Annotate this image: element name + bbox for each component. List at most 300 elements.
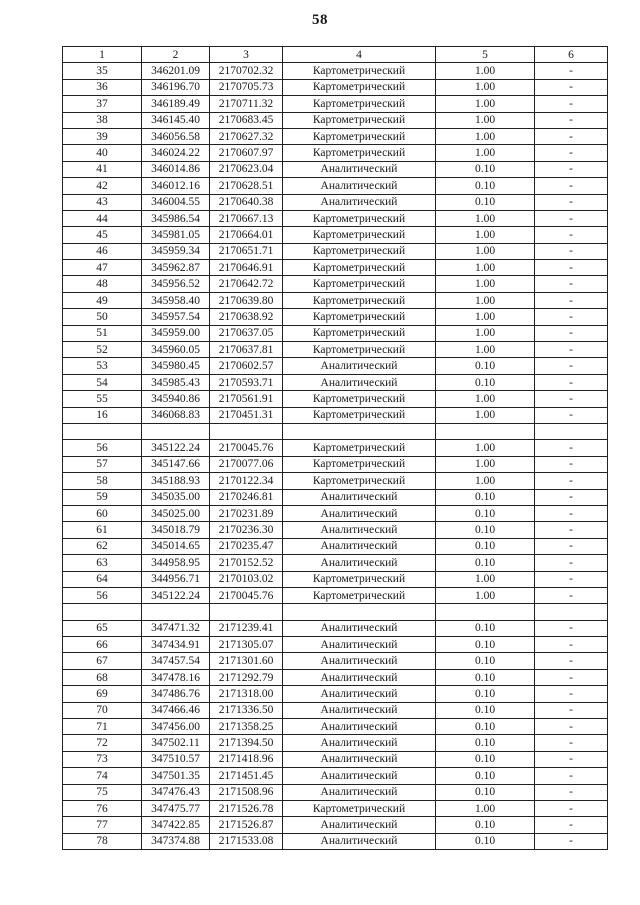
table-cell: - [535, 751, 608, 767]
table-cell: 38 [63, 112, 142, 128]
table-cell: 48 [63, 276, 142, 292]
table-cell: 2170667.13 [210, 210, 283, 226]
table-row [63, 456, 608, 472]
table-cell: 0.10 [436, 374, 535, 390]
table-row [63, 227, 608, 243]
table-cell: 2170627.32 [210, 128, 283, 144]
table-cell: 346068.83 [142, 407, 210, 423]
table-cell: 0.10 [436, 735, 535, 751]
table-cell: Аналитический [283, 768, 436, 784]
table-cell: 2170103.02 [210, 571, 283, 587]
table-cell [535, 423, 608, 439]
table-cell: Аналитический [283, 637, 436, 653]
table-cell: 2171292.79 [210, 669, 283, 685]
table-cell: 49 [63, 292, 142, 308]
table-row [63, 686, 608, 702]
table-cell: Картометрический [283, 243, 436, 259]
table-cell: 42 [63, 178, 142, 194]
table-cell: 1.00 [436, 292, 535, 308]
table-cell: 345985.43 [142, 374, 210, 390]
table-cell: 2170246.81 [210, 489, 283, 505]
table-cell: 345981.05 [142, 227, 210, 243]
table-cell: 347502.11 [142, 735, 210, 751]
table-cell [283, 604, 436, 620]
table-row [63, 243, 608, 259]
table-cell: Картометрический [283, 210, 436, 226]
table-row [63, 555, 608, 571]
table-cell: 346145.40 [142, 112, 210, 128]
table-cell: 2170235.47 [210, 538, 283, 554]
table-cell: 64 [63, 571, 142, 587]
coordinates-table [62, 46, 608, 850]
table-row [63, 538, 608, 554]
table-cell: 1.00 [436, 96, 535, 112]
table-row [63, 391, 608, 407]
table-row [63, 440, 608, 456]
table-cell [210, 423, 283, 439]
table-cell [63, 423, 142, 439]
table-cell: 345957.54 [142, 309, 210, 325]
table-cell [142, 604, 210, 620]
table-cell [142, 423, 210, 439]
table-cell: 345025.00 [142, 505, 210, 521]
table-cell: 344956.71 [142, 571, 210, 587]
table-row [63, 833, 608, 849]
table-row [63, 374, 608, 390]
table-row [63, 178, 608, 194]
table-cell: 2171239.41 [210, 620, 283, 636]
table-cell: 347486.76 [142, 686, 210, 702]
table-cell: Аналитический [283, 735, 436, 751]
table-cell: 59 [63, 489, 142, 505]
table-cell: 41 [63, 161, 142, 177]
table-cell: Картометрический [283, 145, 436, 161]
table-cell: 345188.93 [142, 473, 210, 489]
table-cell: - [535, 800, 608, 816]
table-cell: - [535, 587, 608, 603]
table-cell: 345962.87 [142, 260, 210, 276]
table-cell: 346012.16 [142, 178, 210, 194]
table-cell: 0.10 [436, 653, 535, 669]
table-cell: 53 [63, 358, 142, 374]
table-cell: 56 [63, 440, 142, 456]
table-cell: 39 [63, 128, 142, 144]
table-cell: Картометрический [283, 309, 436, 325]
table-cell: 2170702.32 [210, 63, 283, 79]
table-cell: 347434.91 [142, 637, 210, 653]
table-cell [436, 604, 535, 620]
table-cell: Аналитический [283, 751, 436, 767]
table-cell: 65 [63, 620, 142, 636]
table-row [63, 358, 608, 374]
table-row [63, 784, 608, 800]
table-row [63, 112, 608, 128]
table-cell: - [535, 473, 608, 489]
table-cell: 2171358.25 [210, 719, 283, 735]
table-cell: 0.10 [436, 702, 535, 718]
table-cell: 0.10 [436, 833, 535, 849]
table-cell: - [535, 768, 608, 784]
table-cell: 2171305.07 [210, 637, 283, 653]
table-cell: 0.10 [436, 555, 535, 571]
table-cell: 345014.65 [142, 538, 210, 554]
table-cell: 0.10 [436, 194, 535, 210]
table-cell: 1.00 [436, 227, 535, 243]
table-cell: 347466.46 [142, 702, 210, 718]
table-cell: 36 [63, 79, 142, 95]
table-cell: 1.00 [436, 63, 535, 79]
column-header: 4 [283, 47, 436, 63]
table-cell: Аналитический [283, 505, 436, 521]
table-cell: Картометрический [283, 63, 436, 79]
column-header: 1 [63, 47, 142, 63]
table-cell: - [535, 161, 608, 177]
table-row [63, 161, 608, 177]
table-row [63, 145, 608, 161]
table-cell: 2170236.30 [210, 522, 283, 538]
table-cell: - [535, 342, 608, 358]
table-cell: Картометрический [283, 96, 436, 112]
table-cell: Аналитический [283, 555, 436, 571]
table-cell: 35 [63, 63, 142, 79]
table-row [63, 751, 608, 767]
table-cell: - [535, 391, 608, 407]
table-cell: 345122.24 [142, 587, 210, 603]
table-cell: Аналитический [283, 653, 436, 669]
table-cell: Аналитический [283, 522, 436, 538]
column-header: 5 [436, 47, 535, 63]
table-cell: Картометрический [283, 407, 436, 423]
table-row [63, 587, 608, 603]
table-cell: Картометрический [283, 260, 436, 276]
table-cell: 1.00 [436, 391, 535, 407]
table-row [63, 653, 608, 669]
table-cell: Картометрический [283, 128, 436, 144]
table-cell: 347476.43 [142, 784, 210, 800]
table-cell: 347457.54 [142, 653, 210, 669]
table-cell: Аналитический [283, 161, 436, 177]
table-row [63, 210, 608, 226]
table-cell: 347374.88 [142, 833, 210, 849]
table-cell: Картометрический [283, 571, 436, 587]
table-cell: 346004.55 [142, 194, 210, 210]
table-cell: Картометрический [283, 292, 436, 308]
table-cell [535, 604, 608, 620]
table-cell: 37 [63, 96, 142, 112]
table-cell: 345959.34 [142, 243, 210, 259]
table-row [63, 292, 608, 308]
table-cell: - [535, 96, 608, 112]
table-cell: 66 [63, 637, 142, 653]
table-cell: Картометрический [283, 79, 436, 95]
table-cell: 2171526.87 [210, 817, 283, 833]
table-cell: Картометрический [283, 800, 436, 816]
table-cell: - [535, 79, 608, 95]
table-row [63, 194, 608, 210]
table-cell: 345940.86 [142, 391, 210, 407]
table-cell: - [535, 686, 608, 702]
table-cell: Аналитический [283, 538, 436, 554]
table-row [63, 505, 608, 521]
table-cell: 2171318.00 [210, 686, 283, 702]
table-cell: Аналитический [283, 178, 436, 194]
table-cell: 1.00 [436, 571, 535, 587]
table-cell: - [535, 358, 608, 374]
table-cell: 347471.32 [142, 620, 210, 636]
table-cell: 46 [63, 243, 142, 259]
table-row [63, 768, 608, 784]
table-cell: 44 [63, 210, 142, 226]
table-row [63, 702, 608, 718]
table-cell: Аналитический [283, 817, 436, 833]
table-cell: 2170637.81 [210, 342, 283, 358]
table-cell: - [535, 112, 608, 128]
table-cell: 54 [63, 374, 142, 390]
table-cell: 1.00 [436, 440, 535, 456]
table-row [63, 407, 608, 423]
table-cell: - [535, 538, 608, 554]
table-cell: 75 [63, 784, 142, 800]
table-cell: 1.00 [436, 407, 535, 423]
table-row [63, 571, 608, 587]
table-cell: - [535, 620, 608, 636]
table-cell: 345958.40 [142, 292, 210, 308]
table-cell: Аналитический [283, 833, 436, 849]
table-cell: - [535, 571, 608, 587]
table-row [63, 637, 608, 653]
table-cell: Картометрический [283, 440, 436, 456]
table-cell: 2170683.45 [210, 112, 283, 128]
table-cell: 1.00 [436, 243, 535, 259]
table-cell: 2170561.91 [210, 391, 283, 407]
table-cell: 2171301.60 [210, 653, 283, 669]
table-cell: 0.10 [436, 358, 535, 374]
table-cell: 1.00 [436, 112, 535, 128]
table-cell: - [535, 374, 608, 390]
table-cell [63, 604, 142, 620]
table-cell: 50 [63, 309, 142, 325]
table-row [63, 719, 608, 735]
table-cell: 344958.95 [142, 555, 210, 571]
table-cell: 2170639.80 [210, 292, 283, 308]
table-cell: Аналитический [283, 686, 436, 702]
table-cell: 55 [63, 391, 142, 407]
table-cell: 1.00 [436, 800, 535, 816]
table-cell: 45 [63, 227, 142, 243]
table-cell: 345959.00 [142, 325, 210, 341]
table-row [63, 423, 608, 439]
table-row [63, 325, 608, 341]
table-cell: 0.10 [436, 489, 535, 505]
table-cell: 56 [63, 587, 142, 603]
table-cell: 73 [63, 751, 142, 767]
table-cell: 2170602.57 [210, 358, 283, 374]
table-cell: 0.10 [436, 768, 535, 784]
table-cell: 0.10 [436, 161, 535, 177]
table-cell: 2170451.31 [210, 407, 283, 423]
table-cell: 43 [63, 194, 142, 210]
table-cell: 347478.16 [142, 669, 210, 685]
table-cell: - [535, 309, 608, 325]
table-cell: Аналитический [283, 784, 436, 800]
table-cell: 2171336.50 [210, 702, 283, 718]
table-cell: 60 [63, 505, 142, 521]
table-cell: 2170231.89 [210, 505, 283, 521]
table-cell: 2170628.51 [210, 178, 283, 194]
table-cell: - [535, 522, 608, 538]
table-cell: 2170705.73 [210, 79, 283, 95]
table-cell: 2171394.50 [210, 735, 283, 751]
table-cell: - [535, 145, 608, 161]
table-cell: 2170607.97 [210, 145, 283, 161]
table-cell: 2170593.71 [210, 374, 283, 390]
table-cell: Аналитический [283, 358, 436, 374]
table-cell: 346189.49 [142, 96, 210, 112]
table-cell: - [535, 325, 608, 341]
table-cell: 0.10 [436, 719, 535, 735]
table-cell: Картометрический [283, 473, 436, 489]
table-cell: 345986.54 [142, 210, 210, 226]
table-cell: - [535, 637, 608, 653]
table-cell: 346024.22 [142, 145, 210, 161]
table-cell: 0.10 [436, 669, 535, 685]
table-cell: 74 [63, 768, 142, 784]
table-cell: 0.10 [436, 538, 535, 554]
table-row [63, 128, 608, 144]
table-cell: 1.00 [436, 128, 535, 144]
table-cell: Картометрический [283, 112, 436, 128]
table-cell: 345018.79 [142, 522, 210, 538]
table-cell: Картометрический [283, 391, 436, 407]
table-cell: 1.00 [436, 456, 535, 472]
table-cell: - [535, 833, 608, 849]
table-cell: 40 [63, 145, 142, 161]
table-cell: 347422.85 [142, 817, 210, 833]
table-cell: 58 [63, 473, 142, 489]
table-cell [210, 604, 283, 620]
table-cell: 2170640.38 [210, 194, 283, 210]
table-cell: 1.00 [436, 260, 535, 276]
table-cell: 2171526.78 [210, 800, 283, 816]
table-cell: 346014.86 [142, 161, 210, 177]
table-cell: 2170122.34 [210, 473, 283, 489]
table-cell: - [535, 210, 608, 226]
table-cell: - [535, 178, 608, 194]
table-cell: - [535, 243, 608, 259]
table-cell: 78 [63, 833, 142, 849]
table-cell: 51 [63, 325, 142, 341]
table-cell: 61 [63, 522, 142, 538]
table-cell: Аналитический [283, 620, 436, 636]
table-cell: 77 [63, 817, 142, 833]
table-cell: - [535, 735, 608, 751]
table-row [63, 522, 608, 538]
table-cell: 76 [63, 800, 142, 816]
table-cell: 345122.24 [142, 440, 210, 456]
table-row [63, 817, 608, 833]
table-cell: 1.00 [436, 79, 535, 95]
table-cell: 2170623.04 [210, 161, 283, 177]
table-cell: 345956.52 [142, 276, 210, 292]
table-cell: - [535, 669, 608, 685]
table-cell: 70 [63, 702, 142, 718]
table-cell: - [535, 227, 608, 243]
table-cell: 2171508.96 [210, 784, 283, 800]
table-cell: - [535, 128, 608, 144]
table-cell: 347475.77 [142, 800, 210, 816]
table-cell: 2170152.52 [210, 555, 283, 571]
table-cell: 0.10 [436, 751, 535, 767]
table-cell: Картометрический [283, 325, 436, 341]
table-cell: - [535, 407, 608, 423]
column-header: 2 [142, 47, 210, 63]
table-cell: 345035.00 [142, 489, 210, 505]
table-cell [436, 423, 535, 439]
table-cell: - [535, 292, 608, 308]
table-cell: Аналитический [283, 374, 436, 390]
table-cell: 2170651.71 [210, 243, 283, 259]
table-row [63, 473, 608, 489]
table-cell: 0.10 [436, 637, 535, 653]
table-cell: Аналитический [283, 489, 436, 505]
table-row [63, 63, 608, 79]
table-row [63, 735, 608, 751]
table-cell: - [535, 505, 608, 521]
table-cell: 1.00 [436, 342, 535, 358]
table-cell: 2170077.06 [210, 456, 283, 472]
table-cell: - [535, 784, 608, 800]
table-cell: 47 [63, 260, 142, 276]
table-header-row [63, 47, 608, 63]
table-cell: Картометрический [283, 276, 436, 292]
table-row [63, 620, 608, 636]
table-cell: 71 [63, 719, 142, 735]
table-cell: 2171418.96 [210, 751, 283, 767]
table-cell: - [535, 63, 608, 79]
table-cell: 345147.66 [142, 456, 210, 472]
table-cell: 72 [63, 735, 142, 751]
page-number: 58 [312, 12, 328, 28]
table-cell: - [535, 276, 608, 292]
table-cell: 2170711.32 [210, 96, 283, 112]
table-row [63, 342, 608, 358]
table-row [63, 276, 608, 292]
table-cell: 69 [63, 686, 142, 702]
table-cell: 57 [63, 456, 142, 472]
table-row [63, 260, 608, 276]
table-cell: 0.10 [436, 686, 535, 702]
table-cell: 0.10 [436, 817, 535, 833]
table-cell: - [535, 817, 608, 833]
table-cell: 0.10 [436, 178, 535, 194]
table-body [63, 63, 608, 850]
table-row [63, 489, 608, 505]
table-cell: 0.10 [436, 620, 535, 636]
table-cell: 2170642.72 [210, 276, 283, 292]
table-cell: 2170045.76 [210, 587, 283, 603]
table-cell: 346196.70 [142, 79, 210, 95]
table-cell: 63 [63, 555, 142, 571]
column-header: 6 [535, 47, 608, 63]
table-cell: 2171451.45 [210, 768, 283, 784]
table-row [63, 604, 608, 620]
table-cell: Картометрический [283, 227, 436, 243]
table-cell: - [535, 653, 608, 669]
table-cell: - [535, 456, 608, 472]
table-cell: Аналитический [283, 702, 436, 718]
table-cell: 2171533.08 [210, 833, 283, 849]
table-cell: 345980.45 [142, 358, 210, 374]
